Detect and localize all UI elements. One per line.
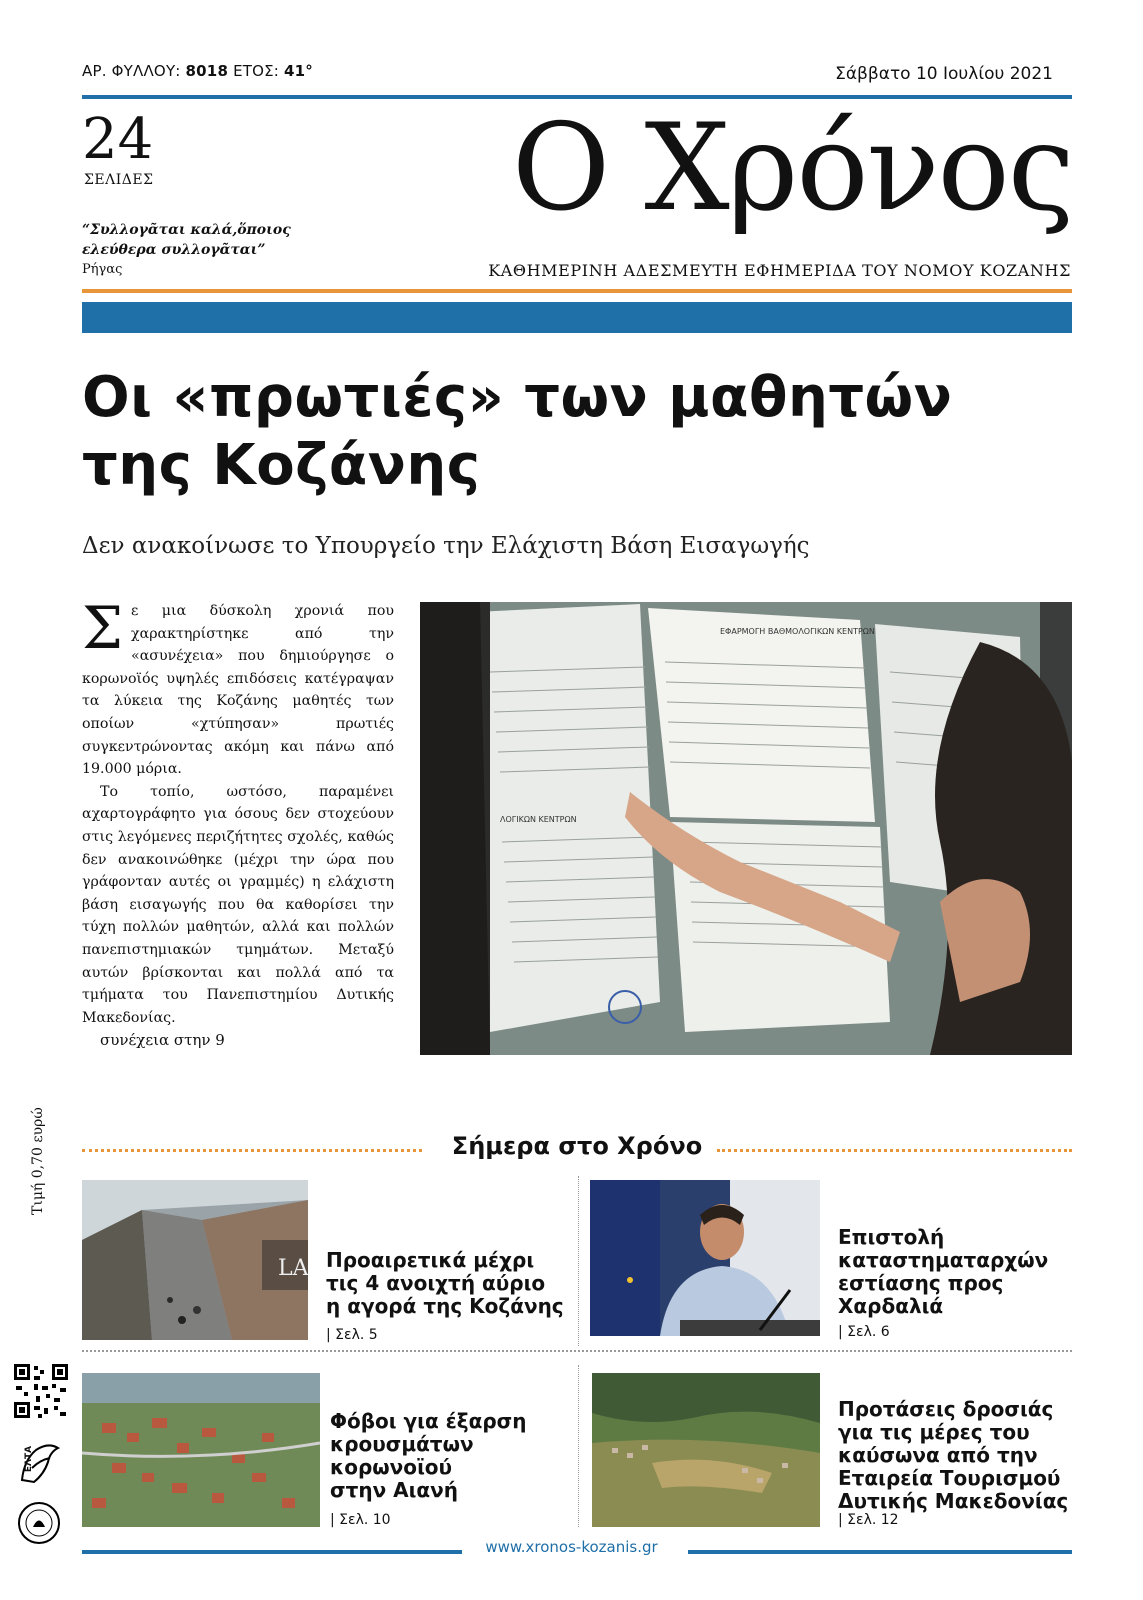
masthead-quote	[82, 220, 312, 260]
photo-sheet-header: ΕΦΑΡΜΟΓΗ ΒΑΘΜΟΛΟΓΙΚΩΝ ΚΕΝΤΡΩΝ	[720, 627, 875, 636]
pages-count: 24	[82, 107, 154, 172]
story-title-line: κορωνοϊού	[330, 1455, 453, 1479]
story-page-ref[interactable]: | Σελ. 5	[326, 1327, 378, 1343]
story-page-ref[interactable]: | Σελ. 10	[330, 1512, 391, 1528]
issue-label: ΑΡ. ΦΥΛΛΟΥ:	[82, 62, 181, 80]
story-title-line: Δυτικής Μακεδονίας	[838, 1489, 1069, 1513]
price-label: Τιμή 0,70 ευρώ	[30, 1107, 46, 1215]
issue-number: 8018	[185, 62, 229, 80]
issue-date: Σάββατο 10 Ιουλίου 2021	[835, 64, 1053, 84]
story-title-line: η αγορά της Κοζάνης	[326, 1294, 564, 1318]
newspaper-tagline: ΚΑΘΗΜΕΡΙΝΗ ΑΔΕΣΜΕΥΤΗ ΕΦΗΜΕΡΙΔΑ ΤΟΥ ΝΟΜΟΥ ΚΟΖΑΝΗΣ	[488, 261, 1071, 280]
drop-cap: Σ	[82, 594, 124, 662]
paragraph-2: Το τοπίο, ωστόσο, παραμένει αχαρτογράφητο για όσους δεν στοχεύουν στις λεγόμενες περιζήτητες σχολές, καθώς δεν ανακοινώθηκε (μέχρι την ώρα που γράφονταν αυτές οι γραμμές) η ελάχιστη βάση εισαγωγής που θα καθορίσει την τύχη πολλών μαθητών, αλλά και πολλών πανεπιστημιακών τμημάτων. Μεταξύ αυτών βρίσκονται και πολλά από τα τμήματα του Πανεπιστημίου Δυτικής Μακεδονίας.	[82, 783, 394, 1026]
story-title-line: στην Αιανή	[330, 1478, 459, 1502]
issue-info	[82, 62, 313, 80]
lead-article-body	[82, 594, 394, 1029]
svg-text:LA: LA	[278, 1256, 308, 1281]
story-title-line: Φόβοι για έξαρση	[330, 1409, 527, 1433]
story-title-line: εστίασης προς	[838, 1271, 1004, 1295]
elta-logo-icon	[14, 1440, 66, 1486]
quote-author: Ρήγας	[82, 262, 123, 277]
website-link[interactable]: www.xronos-kozanis.gr	[485, 1538, 658, 1556]
pages-label: ΣΕΛΙΔΕΣ	[84, 172, 154, 188]
headline-line-2: της Κοζάνης	[82, 433, 481, 498]
story-divider-vertical	[578, 1365, 579, 1527]
story-title-tourism[interactable]	[838, 1398, 1072, 1513]
blue-banner-bar	[82, 302, 1072, 333]
story-page-ref[interactable]: | Σελ. 12	[838, 1512, 899, 1528]
qr-code-icon[interactable]	[12, 1362, 70, 1420]
footer-rule-right	[688, 1550, 1072, 1554]
story-title-aiani[interactable]	[330, 1410, 560, 1502]
year-value: 41°	[284, 62, 313, 80]
elta-label: ΕΛΤΑ	[24, 1445, 35, 1473]
newspaper-logo: Ο Χρόνος	[511, 99, 1073, 238]
story-photo-tourism[interactable]	[592, 1373, 820, 1527]
story-photo-aiani[interactable]	[82, 1373, 320, 1527]
headline-line-1: Οι «πρωτιές» των μαθητών	[82, 365, 953, 430]
story-title-line: Χαρδαλιά	[838, 1294, 944, 1318]
story-title-line: Προτάσεις δροσιάς	[838, 1397, 1054, 1421]
story-title-line: τις 4 ανοιχτή αύριο	[326, 1271, 546, 1295]
story-page-ref[interactable]: | Σελ. 6	[838, 1324, 890, 1340]
section-today-header	[82, 1132, 1072, 1168]
story-title-line: για τις μέρες του	[838, 1420, 1030, 1444]
quote-line-2: ελεύθερα συλλογᾶται”	[82, 242, 266, 258]
story-title-line: κρουσμάτων	[330, 1432, 474, 1456]
section-dots-right	[717, 1149, 1072, 1152]
story-divider-vertical	[578, 1176, 579, 1346]
orange-rule	[82, 289, 1072, 293]
story-title-line: καταστηματαρχών	[838, 1248, 1049, 1272]
story-title-market[interactable]	[326, 1249, 566, 1318]
story-title-hardalias[interactable]	[838, 1226, 1068, 1318]
lead-photo	[420, 602, 1072, 1055]
section-title: Σήμερα στο Χρόνο	[451, 1132, 703, 1160]
quote-line-1: “Συλλογᾶται καλά,ὅποιος	[82, 222, 291, 238]
paragraph-1: ε μια δύσκολη χρονιά που χαρακτηρίστηκε από την «ασυνέχεια» που δημιούργησε ο κορωνοϊός υψηλές επιδόσεις κατέγραψαν τα λύκεια της Κοζάνης μαθητές των οποίων «χτύπησαν» πρωτιές συγκεντρώνοντας ακόμη και πάνω από 19.000 μόρια.	[82, 603, 394, 778]
story-photo-hardalias[interactable]	[590, 1180, 820, 1336]
year-label: ΕΤΟΣ:	[233, 62, 280, 80]
photo-sheet-header-2: ΛΟΓΙΚΩΝ ΚΕΝΤΡΩΝ	[500, 815, 577, 824]
lead-subheadline: Δεν ανακοίνωσε το Υπουργείο την Ελάχιστη Βάση Εισαγωγής	[82, 533, 810, 559]
story-photo-market[interactable]	[82, 1180, 308, 1340]
story-title-line: Επιστολή	[838, 1225, 945, 1249]
story-title-line: Προαιρετικά μέχρι	[326, 1248, 535, 1272]
story-divider-horizontal	[82, 1350, 1072, 1352]
continued-link[interactable]: συνέχεια στην 9	[100, 1031, 225, 1049]
lead-headline[interactable]	[82, 364, 1072, 500]
story-title-line: Εταιρεία Τουρισμού	[838, 1466, 1061, 1490]
story-title-line: καύσωνα από την	[838, 1443, 1038, 1467]
